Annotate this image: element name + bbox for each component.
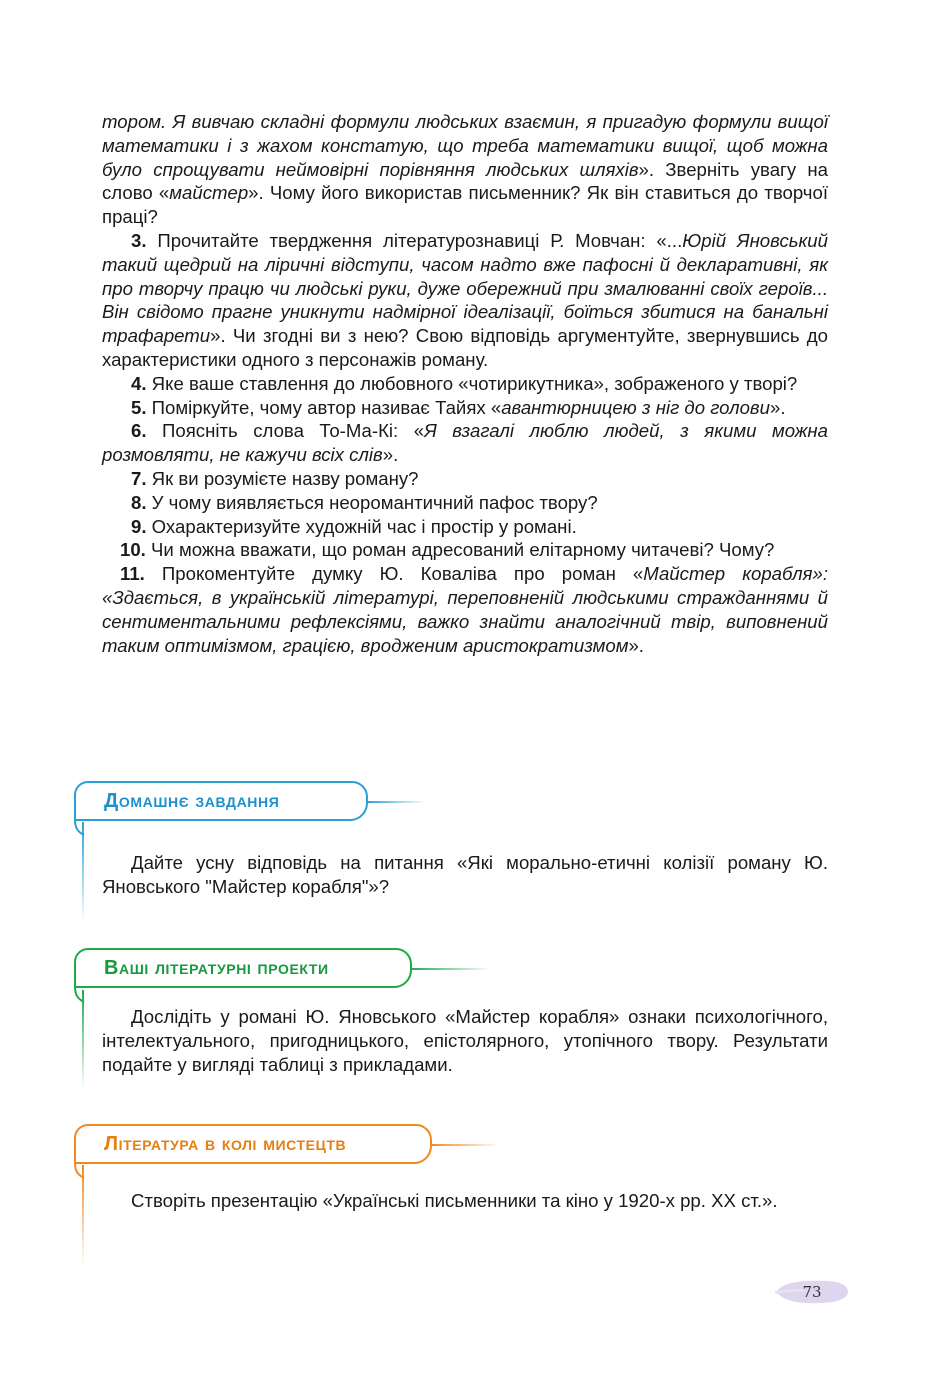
question-6: 6. Поясніть слова То-Ма-Кі: «Я взагалі люблю людей, з якими можна розмовляти, не кажучи всіх слів». xyxy=(102,420,828,466)
questions-block xyxy=(102,110,828,657)
page-number: 73 xyxy=(775,1278,849,1306)
question-9: 9. Охарактеризуйте художній час і простір у романі. xyxy=(131,515,577,537)
projects-text: Дослідіть у романі Ю. Яновського «Майстер корабля» ознаки психологічного, інтелектуального, пригодницького, епістолярного, утопічного твору. Результати подайте у вигляді таблиці з прикладами. xyxy=(102,1006,828,1075)
section-line xyxy=(82,1165,84,1265)
curl-ornament xyxy=(72,1163,86,1179)
heading-fade-line xyxy=(410,968,490,970)
question-8: 8. У чому виявляється неоромантичний пафос твору? xyxy=(131,491,598,513)
question-3: 3. Прочитайте твердження літературознавиці Р. Мовчан: «...Юрій Яновський такий щедрий на ліричні відступи, часом надто вже пафосні й декларативні, як про творчу працю чи людські руки, дуже обережний при змалюванні своїх героїв... Він свідомо прагне уникнути надмірної ідеалізації, боїться збитися на банальні трафарети». Чи згодні ви з нею? Свою відповідь аргументуйте, звернувшись до характеристики одного з персонажів роману. xyxy=(102,229,828,370)
arts-text: Створіть презентацію «Українські письменники та кіно у 1920-х рр. XX ст.». xyxy=(131,1190,778,1211)
question-11: 11. Прокоментуйте думку Ю. Коваліва про роман «Майстер корабля»: «Здається, в українській літературі, переповненій людськими стражданнями й сентиментальними рефлексіями, важко знайти аналогічний твір, виповнений таким оптимізмом, грацією, вродженим аристократизмом». xyxy=(102,563,828,656)
projects-heading: В аші літературні проекти xyxy=(74,948,412,988)
heading-fade-line xyxy=(430,1144,500,1146)
question-5: 5. Поміркуйте, чому автор називає Тайях «авантюрницею з ніг до голови». xyxy=(131,396,786,418)
curl-ornament xyxy=(72,820,86,836)
section-line xyxy=(82,822,84,922)
section-line xyxy=(82,990,84,1090)
arts-heading: Л ітература в колі мистецтв xyxy=(74,1124,432,1164)
heading-fade-line xyxy=(366,801,426,803)
curl-ornament xyxy=(72,987,86,1003)
paragraph-continuation: тором. Я вивчаю складні формули людських взаємин, я пригадую формули вищої математики і з жахом констатую, що треба математики вищої, щоб можна було спрощувати неймовірні порівняння людських шляхів». Зверніть увагу на слово «майстер». Чому його використав письменник? Як він ставиться до творчої праці? xyxy=(102,111,828,228)
homework-text: Дайте усну відповідь на питання «Які морально-етичні колізії роману Ю. Яновського "Майстер корабля"»? xyxy=(102,852,828,897)
question-4: 4. Яке ваше ставлення до любовного «чотирикутника», зображеного у творі? xyxy=(131,372,798,394)
homework-heading: Д омашнє завдання xyxy=(74,781,368,821)
question-10: 10. Чи можна вважати, що роман адресований елітарному читачеві? Чому? xyxy=(120,539,775,561)
question-7: 7. Як ви розумієте назву роману? xyxy=(131,467,419,489)
